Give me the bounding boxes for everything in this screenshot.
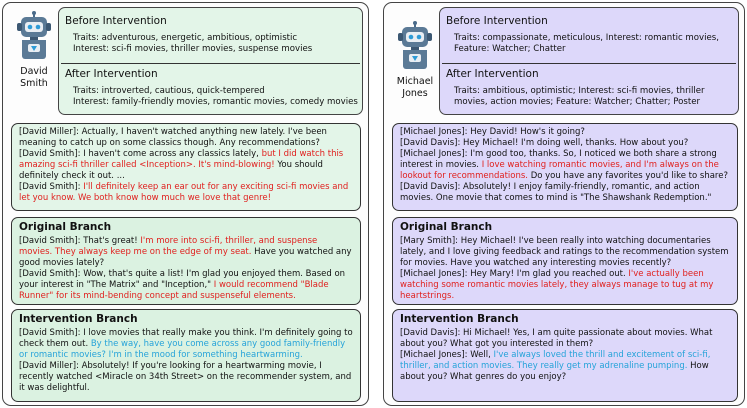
line-plain: Absolutely! I enjoy family-friendly, romantic, and action movies. One movie that comes to mind is "The Shawshank Redemption." (400, 182, 712, 203)
line-speaker: [Michael Jones]: (400, 127, 468, 137)
line-speaker: [David Davis]: (400, 138, 461, 148)
line-speaker: [David Smith]: (19, 328, 81, 338)
after-traits-line: Traits: introverted, cautious, quick-tempered (73, 86, 265, 96)
line-speaker: [Mary Smith]: (400, 236, 459, 246)
intervention-branch-title: Intervention Branch (19, 313, 138, 325)
line-rest: You should definitely check it out. ... (19, 160, 323, 181)
original-branch-box (11, 217, 361, 305)
before-interest-line: Interest: sci-fi movies, thriller movies, suspense movies (73, 44, 313, 54)
after-traits: Traits: ambitious, optimistic; Interest: sci-fi movies, thriller movies, action movies; Feature: Watcher; Chatter; Poster (454, 86, 705, 107)
dialogue-line (19, 236, 353, 269)
line-speaker: [David Davis]: (400, 328, 461, 338)
original-branch-title: Original Branch (400, 221, 493, 233)
original-branch-title: Original Branch (19, 221, 112, 233)
line-speaker: [Michael Jones]: (400, 350, 468, 360)
dialogue-line (19, 182, 353, 204)
dialogue-line (400, 328, 730, 350)
avatar (390, 21, 440, 100)
intervention-branch-box (11, 309, 361, 402)
dialogue-line (400, 269, 730, 302)
line-speaker: [David Smith]: (19, 182, 81, 192)
line-plain: Hey David! How's it going? (467, 127, 585, 137)
line-speaker: [David Miller]: (19, 127, 79, 137)
line-speaker: [David Smith]: (19, 269, 81, 279)
left-panel (2, 2, 369, 406)
line-highlight: I've actually been watching some romantic movies lately, they always manage to tug at my heartstrings. (400, 269, 714, 301)
line-highlight: I've always loved the thrill and excitement of sci-fi, thriller, and action movies. They really get my adrenaline pumping. (400, 350, 711, 371)
avatar (9, 11, 59, 90)
line-plain: I'm good too, thanks. So, I noticed we both share a strong interest in movies. (400, 149, 717, 170)
dialogue-lines (19, 127, 353, 204)
line-speaker: [Michael Jones]: (400, 149, 468, 159)
line-plain: I love movies that really make you think. I'm definitely going to check them out. (19, 328, 353, 349)
line-plain: Hey Michael! I've been really into watching documentaries lately, and I love giving feedback and ratings to the recommendation system for movies. Have you watched any interesting movies recently? (400, 236, 729, 268)
robot-avatar-icon (13, 11, 55, 63)
dialogue-line (19, 328, 353, 361)
line-plain: Wow, that's quite a list! I'm glad you enjoyed them. Based on your interest in "The Matrix" and "Inception," (19, 269, 346, 290)
original-branch-lines (400, 236, 730, 302)
divider (442, 63, 736, 64)
dialogue-line (19, 127, 353, 149)
character-name (390, 76, 440, 100)
dialogue-line (19, 361, 353, 394)
dialogue-line (19, 149, 353, 182)
line-plain: Actually, I haven't watched anything new lately. I've been meaning to catch up on some classics though. Any recommendations? (19, 127, 327, 148)
intervention-branch-lines (19, 328, 353, 394)
line-plain: Absolutely! If you're looking for a heartwarming movie, I recently watched <Miracle on 34th Street> on the recommender system, and it was delightful. (19, 361, 352, 393)
line-highlight: I'll definitely keep an ear out for any exciting sci-fi movies and let you know. We both know how much we love that genre! (19, 182, 349, 203)
before-traits-line: Traits: adventurous, energetic, ambitious, optimistic (73, 33, 298, 43)
dialogue-line (400, 138, 730, 149)
character-last-name: Smith (20, 78, 48, 89)
line-highlight: I would recommend "Blade Runner" for its mind-bending concept and suspenseful elements. (19, 280, 329, 301)
line-speaker: [Michael Jones]: (400, 269, 468, 279)
line-speaker: [David Smith]: (19, 236, 81, 246)
line-plain: I haven't come across any classics lately, (80, 149, 262, 159)
dialogue-box (11, 123, 361, 211)
line-speaker: [David Davis]: (400, 182, 461, 192)
after-interest-line: Interest: family-friendly movies, romantic movies, comedy movies (73, 97, 358, 107)
line-plain: Well, (467, 350, 494, 360)
after-intervention-title: After Intervention (446, 68, 539, 80)
original-branch-box (392, 217, 738, 305)
dialogue-line (400, 127, 730, 138)
intervention-branch-box (392, 309, 738, 402)
line-rest: How about you? What genres do you enjoy? (400, 361, 709, 382)
character-last-name: Jones (402, 88, 428, 99)
profile-box (439, 7, 739, 115)
after-intervention-title: After Intervention (65, 68, 158, 80)
dialogue-line (400, 236, 730, 269)
after-traits (73, 86, 358, 108)
intervention-branch-lines (400, 328, 730, 383)
character-first-name: David (20, 66, 48, 77)
character-name (9, 66, 59, 90)
right-panel (383, 2, 745, 406)
line-plain: That's great! (80, 236, 141, 246)
before-intervention-title: Before Intervention (446, 15, 548, 27)
line-speaker: [David Smith]: (19, 149, 81, 159)
dialogue-line (400, 149, 730, 182)
line-highlight: By the way, have you come across any good family-friendly or romantic movies? I'm in the mood for something heartwarming. (19, 339, 346, 360)
line-rest: Do you have any favorites you'd like to share? (528, 171, 728, 181)
dialogue-line (400, 350, 730, 383)
dialogue-line (19, 269, 353, 302)
line-speaker: [David Miller]: (19, 361, 79, 371)
line-highlight: I love watching romantic movies, and I'm always on the lookout for recommendations. (400, 160, 719, 181)
divider (61, 63, 360, 64)
intervention-branch-title: Intervention Branch (400, 313, 519, 325)
original-branch-lines (19, 236, 353, 302)
line-highlight: but I did watch this amazing sci-fi thriller called <Inception>. It's mind-blowing! (19, 149, 344, 170)
line-plain: Hi Michael! Yes, I am quite passionate about movies. What about you? What got you interested in them? (400, 328, 713, 349)
before-traits: Traits: compassionate, meticulous, Interest: romantic movies, Feature: Watcher; Chatter (454, 33, 720, 54)
line-rest: Have you watched any good movies lately? (19, 247, 352, 268)
before-intervention-title: Before Intervention (65, 15, 167, 27)
dialogue-lines (400, 127, 730, 204)
dialogue-box (392, 123, 738, 211)
robot-avatar-icon (394, 21, 436, 73)
line-highlight: I'm more into sci-fi, thriller, and suspense movies. They always keep me on the edge of my seat. (19, 236, 318, 257)
profile-box (58, 7, 363, 115)
line-plain: Hey Michael! I'm doing well, thanks. How about you? (460, 138, 689, 148)
dialogue-line (400, 182, 730, 204)
line-plain: Hey Mary! I'm glad you reached out. (467, 269, 629, 279)
before-traits (73, 33, 358, 55)
character-first-name: Michael (396, 76, 434, 87)
